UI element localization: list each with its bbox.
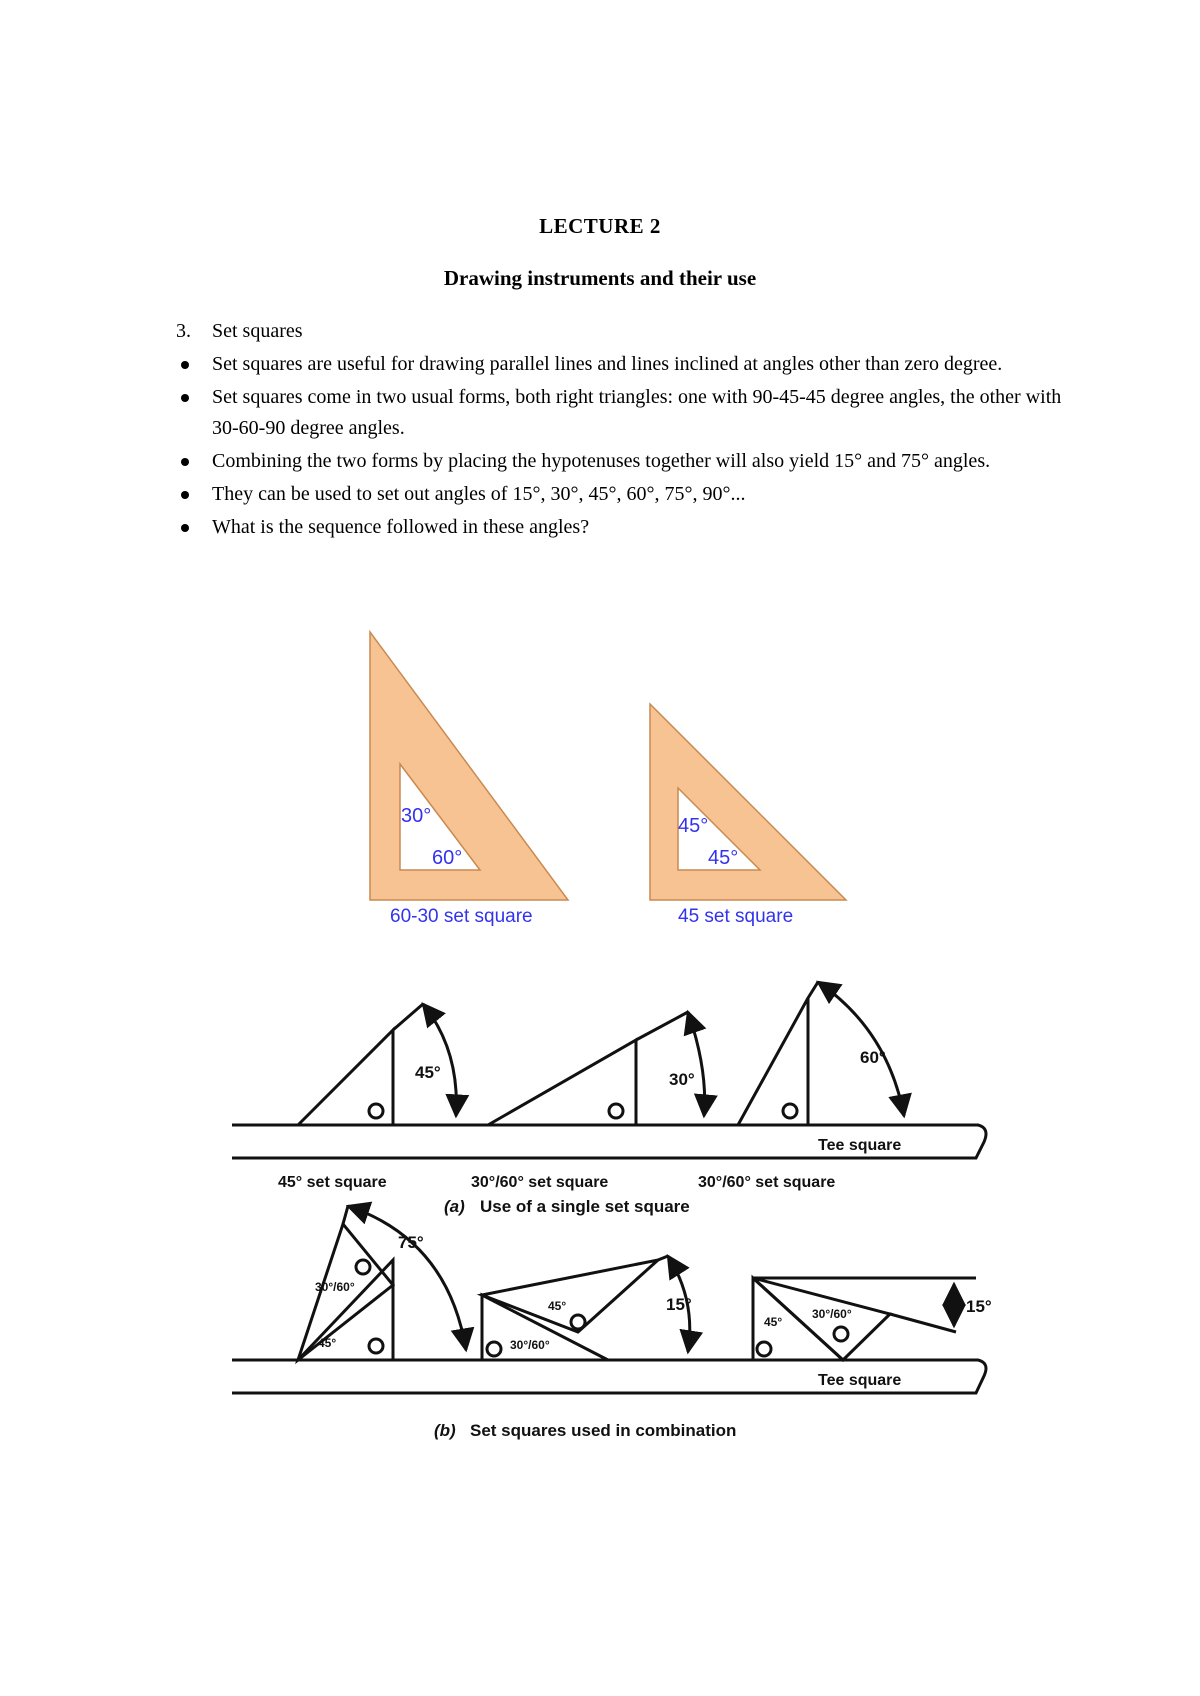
angle-label-45-bottom: 45° <box>708 847 739 869</box>
arc-30 <box>688 1012 705 1116</box>
sq-label-3060: 30°/60° <box>510 1338 550 1352</box>
caption-a: Use of a single set square <box>480 1197 690 1216</box>
list-item <box>176 349 1076 380</box>
bullet-icon <box>181 524 189 532</box>
list-item-text: What is the sequence followed in these angles? <box>212 516 590 538</box>
angle-label-45: 45° <box>415 1063 441 1082</box>
set-square-60-30 <box>370 632 568 927</box>
bullet-icon <box>181 491 189 499</box>
angle-label-60: 60° <box>860 1048 886 1067</box>
hole <box>369 1104 383 1118</box>
sq-label-45: 45° <box>764 1315 783 1329</box>
list-item-text: Combining the two forms by placing the hypotenuses together will also yield 15° and 75° angles. <box>212 450 991 472</box>
notes-list <box>176 316 1076 545</box>
sq-label-45: 45° <box>318 1336 337 1350</box>
caption-45-set-square: 45 set square <box>678 906 794 927</box>
arc-45 <box>423 1004 456 1116</box>
list-item-text: Set squares are useful for drawing parallel lines and lines inclined at angles other than zero degree. <box>212 353 1003 375</box>
list-item <box>176 382 1076 444</box>
list-item-text: Set squares come in two usual forms, both right triangles: one with 90-45-45 degree angles, the other with 30-60-90 degree angles. <box>212 386 1062 439</box>
angle-label-60: 60° <box>432 847 463 869</box>
set-square-45-b1 <box>298 1260 393 1360</box>
list-item <box>176 512 1076 543</box>
caption-b-prefix: (b) <box>434 1421 456 1440</box>
caption-b: Set squares used in combination <box>470 1421 737 1440</box>
set-square-3060-a2 <box>738 998 808 1125</box>
lecture-title: LECTURE 2 <box>539 214 661 238</box>
hole <box>609 1104 623 1118</box>
list-item <box>176 446 1076 477</box>
list-item <box>176 479 1076 510</box>
angle-label-30: 30° <box>669 1070 695 1089</box>
tee-square-label-b: Tee square <box>818 1372 902 1389</box>
list-item <box>176 316 1076 347</box>
bullet-icon <box>181 458 189 466</box>
angle-label-15b: 15° <box>966 1297 992 1316</box>
sq-label-3060: 30°/60° <box>315 1280 355 1294</box>
set-square-45 <box>650 704 846 927</box>
set-square-45-a <box>298 1030 393 1125</box>
caption-a-prefix: (a) <box>444 1197 465 1216</box>
list-item-text: Set squares <box>212 320 303 342</box>
angle-label-75: 75° <box>398 1233 424 1252</box>
arc-75 <box>348 1206 466 1350</box>
sq-label-3060: 30°/60° <box>812 1307 852 1321</box>
label-3060-set-square-1: 30°/60° set square <box>471 1174 609 1191</box>
section-heading: Drawing instruments and their use <box>443 266 757 290</box>
sq-label-45: 45° <box>548 1299 567 1313</box>
angle-label-45-top: 45° <box>678 815 709 837</box>
tee-square-label-a: Tee square <box>818 1137 902 1154</box>
angle-label-30: 30° <box>401 805 432 827</box>
bullet-icon <box>181 361 189 369</box>
set-squares-figure <box>360 628 860 928</box>
label-45-set-square: 45° set square <box>278 1174 387 1191</box>
set-square-60-30-shape <box>370 632 568 900</box>
set-square-45-shape <box>650 704 846 900</box>
set-square-usage-figure <box>218 960 1058 1450</box>
list-item-text: They can be used to set out angles of 15°, 30°, 45°, 60°, 75°, 90°... <box>212 483 746 505</box>
angle-label-15a: 15° <box>666 1295 692 1314</box>
hole <box>783 1104 797 1118</box>
label-3060-set-square-2: 30°/60° set square <box>698 1174 836 1191</box>
bullet-icon <box>181 394 189 402</box>
caption-60-30-set-square: 60-30 set square <box>390 906 533 927</box>
set-square-3060-a1 <box>488 1040 636 1125</box>
item-number: 3. <box>176 320 191 342</box>
